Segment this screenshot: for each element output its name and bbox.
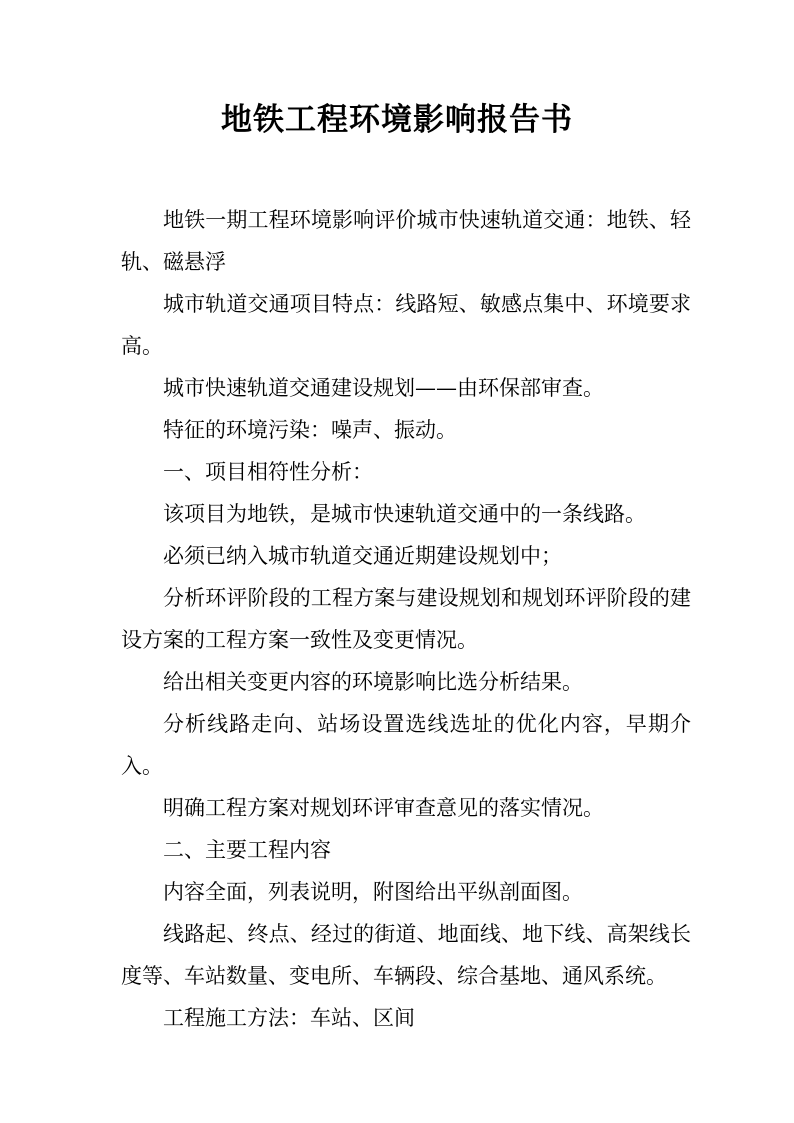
paragraph-comparison: 给出相关变更内容的环境影响比选分析结果。 xyxy=(163,670,583,694)
paragraph-features: 城市轨道交通项目特点：线路短、敏感点集中、环境要求高。 xyxy=(121,292,691,358)
section-heading-2: 二、主要工程内容 xyxy=(163,838,331,862)
paragraph-included-plan: 必须已纳入城市轨道交通近期建设规划中； xyxy=(163,544,562,568)
paragraph-project-line: 该项目为地铁，是城市快速轨道交通中的一条线路。 xyxy=(163,502,646,526)
paragraph-pollution: 特征的环境污染：噪声、振动。 xyxy=(163,418,457,442)
paragraph-construction-method: 工程施工方法：车站、区间 xyxy=(163,1006,415,1030)
paragraph-route-optimization: 分析线路走向、站场设置选线选址的优化内容，早期介入。 xyxy=(121,712,691,778)
paragraph-review-implementation: 明确工程方案对规划环评审查意见的落实情况。 xyxy=(163,796,604,820)
paragraph-content-list: 内容全面，列表说明，附图给出平纵剖面图。 xyxy=(163,880,583,904)
paragraph-intro: 地铁一期工程环境影响评价城市快速轨道交通：地铁、轻轨、磁悬浮 xyxy=(121,208,691,274)
paragraph-scheme-consistency: 分析环评阶段的工程方案与建设规划和规划环评阶段的建设方案的工程方案一致性及变更情况。 xyxy=(121,586,691,652)
paragraph-planning-review: 城市快速轨道交通建设规划——由环保部审查。 xyxy=(163,376,604,400)
document-title: 地铁工程环境影响报告书 xyxy=(221,102,573,138)
section-heading-1: 一、项目相符性分析： xyxy=(163,460,373,484)
paragraph-line-details: 线路起、终点、经过的街道、地面线、地下线、高架线长度等、车站数量、变电所、车辆段、综合基地、通风系统。 xyxy=(121,922,691,988)
document-body xyxy=(121,199,691,1039)
